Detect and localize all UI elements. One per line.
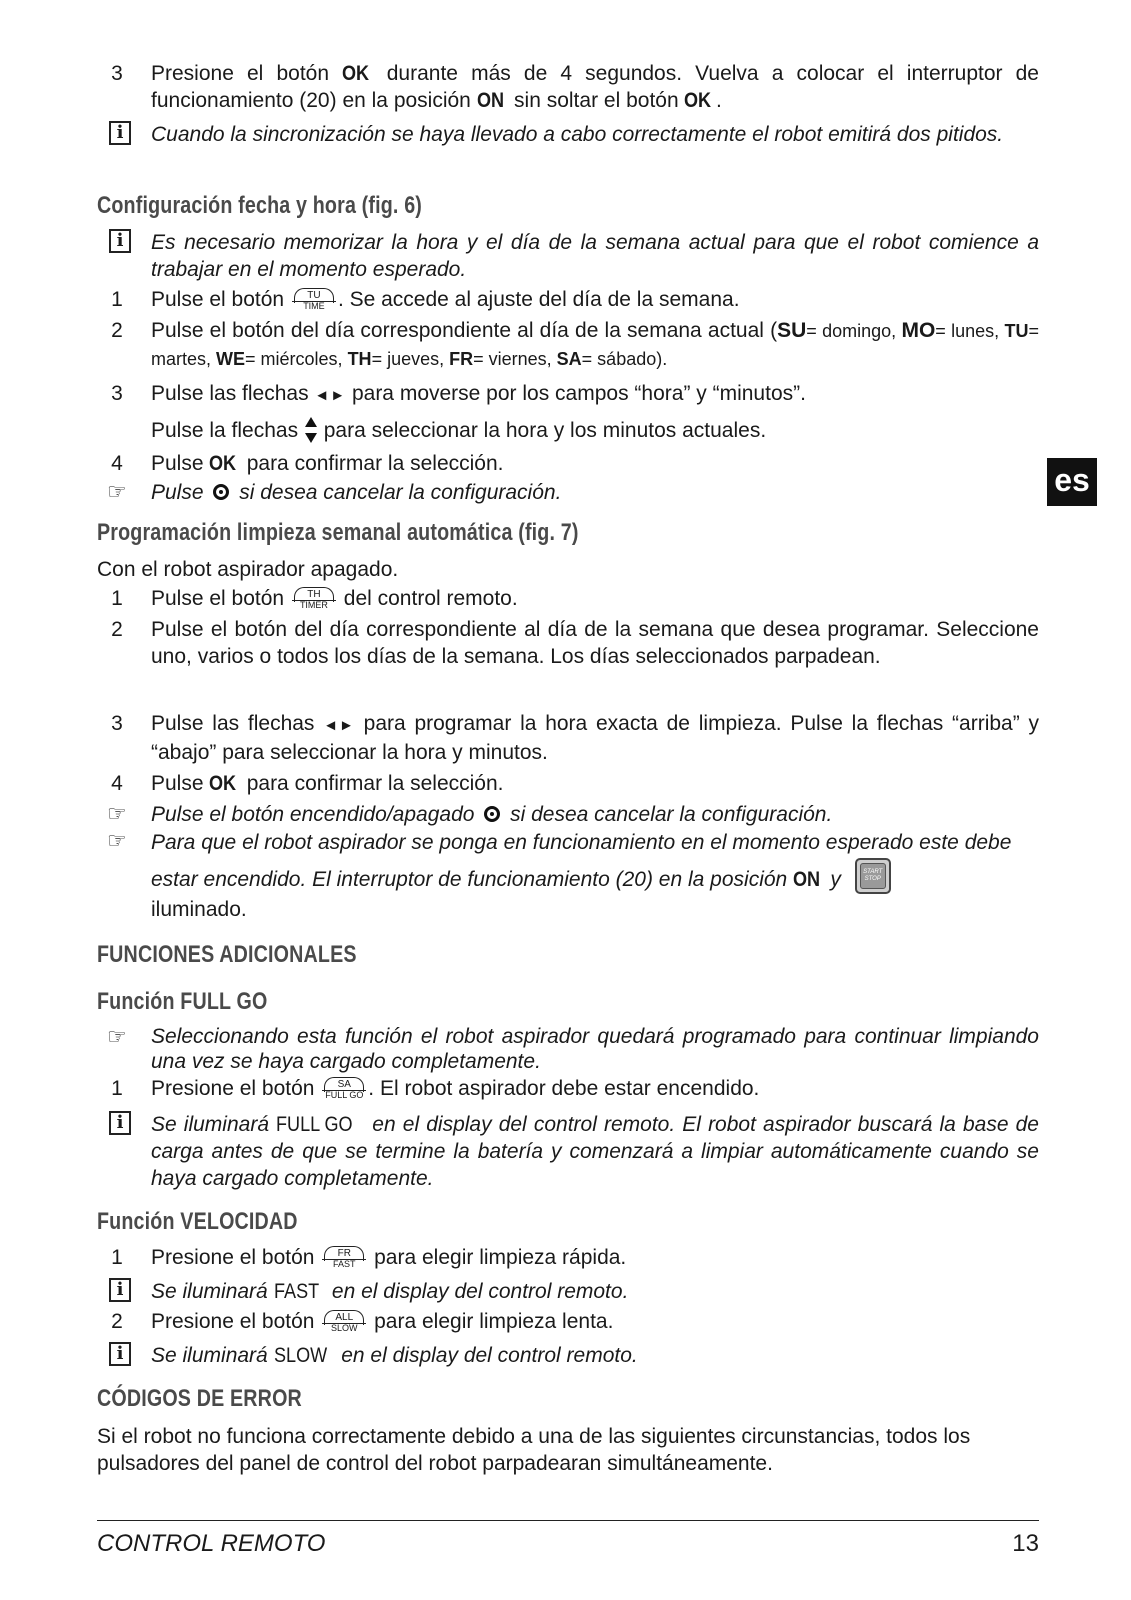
section-heading-fecha: Configuración fecha y hora (fig. 6): [97, 192, 423, 219]
info-icon: i: [109, 1111, 131, 1135]
prog-step-3: 3 Pulse las flechas ◄► para programar la hora exacta de limpieza. Pulse la flechas “arriba” y “abajo” para seleccionar la hora y minutos.: [111, 712, 1039, 764]
fecha-info-note: i Es necesario memorizar la hora y el día de la semana actual para que el robot comience a trabajar en el momento esperado.: [97, 229, 1039, 285]
vel-step-1: 1 Presione el botón FR FAST para elegir limpieza rápida.: [111, 1246, 627, 1269]
power-button-icon: [484, 806, 500, 822]
fullgo-note: ☞ Seleccionando esta función el robot aspirador quedará programado para continuar limpiando una vez se haya cargado completamente.: [107, 1024, 1039, 1073]
prog-step-4: 4 Pulse OK para confirmar la selección.: [111, 772, 504, 795]
pointing-hand-icon: ☞: [107, 1024, 127, 1049]
fecha-step-4: 4 Pulse OK para confirmar la selección.: [111, 452, 504, 475]
section-heading-funciones: FUNCIONES ADICIONALES: [97, 941, 357, 968]
th-timer-button-icon: TH TIMER: [292, 587, 336, 609]
page-number: 13: [1012, 1530, 1039, 1557]
left-right-arrows-icon: ◄►: [323, 717, 355, 734]
ok-label: OK: [342, 62, 370, 85]
section-heading-error: CÓDIGOS DE ERROR: [97, 1385, 302, 1412]
fecha-step-2: 2 Pulse el botón del día correspondiente al día de la semana actual (SU= domingo, MO= lunes, TU= martes, WE= miércoles, TH= jueves, FR= viernes, SA= sábado).: [111, 319, 1039, 369]
pointing-hand-icon: ☞: [107, 801, 127, 826]
info-icon: i: [109, 1342, 131, 1366]
sync-info-note: i Cuando la sincronización se haya llevado a cabo correctamente el robot emitirá dos pitidos.: [97, 121, 1039, 177]
prog-step-2: 2 Pulse el botón del día correspondiente al día de la semana que desea programar. Seleccione uno, varios o todos los días de la semana. Los días seleccionados parpadean.: [111, 618, 1039, 668]
prog-step-1: 1 Pulse el botón TH TIMER del control remoto.: [111, 587, 518, 610]
left-right-arrows-icon: ◄►: [314, 387, 347, 404]
fr-fast-button-icon: FR FAST: [322, 1246, 366, 1268]
power-button-icon: [213, 484, 229, 500]
tu-time-button-icon: TU TIME: [292, 288, 336, 310]
vel-step-2: 2 Presione el botón ALL SLOW para elegir limpieza lenta.: [111, 1310, 614, 1333]
pointing-hand-icon: ☞: [107, 828, 127, 853]
fullgo-step-1: 1 Presione el botón SA FULL GO . El robot aspirador debe estar encendido.: [111, 1077, 760, 1100]
info-icon: i: [109, 1278, 131, 1302]
language-tab: es: [1047, 458, 1097, 506]
fullgo-info-note: i Se iluminará FULL GO en el display del control remoto. El robot aspirador buscará la base de carga antes de que se termine la batería y comenzará a limpiar automáticamente cuando se haya cargado completamente.: [97, 1111, 1039, 1195]
vel-info-2: i Se iluminará SLOW en el display del control remoto.: [97, 1342, 1039, 1370]
section-heading-fullgo: Función FULL GO: [97, 988, 268, 1015]
sa-fullgo-button-icon: SA FULL GO: [322, 1077, 366, 1099]
section-heading-programacion: Programación limpieza semanal automática (fig. 7): [97, 519, 579, 546]
pointing-hand-icon: ☞: [107, 479, 127, 504]
footer-rule: [97, 1520, 1039, 1521]
all-slow-button-icon: ALL SLOW: [322, 1310, 366, 1332]
ok-label: OK: [684, 89, 712, 112]
prog-cancel-note: ☞ Pulse el botón encendido/apagado si desea cancelar la configuración.: [107, 801, 833, 826]
prog-intro: Con el robot aspirador apagado.: [97, 558, 399, 581]
sync-step-3: 3 Presione el botón OK durante más de 4 segundos. Vuelva a colocar el interruptor de funcionamiento (20) en la posición ON sin soltar el botón OK .: [97, 60, 1039, 116]
info-icon: i: [109, 121, 131, 145]
fecha-cancel-note: ☞ Pulse si desea cancelar la configuración.: [107, 479, 562, 504]
section-heading-velocidad: Función VELOCIDAD: [97, 1208, 298, 1235]
info-icon: i: [109, 229, 131, 253]
step-number: 3: [111, 62, 123, 85]
prog-power-note: ☞ Para que el robot aspirador se ponga en funcionamiento en el momento esperado este debe estar encendido. El interruptor de funcionamiento (20) en la posición ON y START STOP iluminado.: [107, 828, 1012, 921]
fecha-step-3: 3 Pulse las flechas ◄► para moverse por los campos “hora” y “minutos”. Pulse la flechas para seleccionar la hora y los minutos actuales.: [111, 382, 806, 442]
on-label: ON: [476, 89, 504, 112]
fecha-step-1: 1 Pulse el botón TU TIME . Se accede al ajuste del día de la semana.: [111, 288, 740, 311]
footer-section-title: CONTROL REMOTO: [97, 1530, 326, 1557]
start-stop-button-icon: START STOP: [855, 858, 891, 894]
up-down-arrows-icon: [304, 417, 318, 443]
error-text: Si el robot no funciona correctamente debido a una de las siguientes circunstancias, todos los pulsadores del panel de control del robot parpadearan simultáneamente.: [97, 1425, 971, 1475]
vel-info-1: i Se iluminará FAST en el display del control remoto.: [97, 1278, 1039, 1306]
